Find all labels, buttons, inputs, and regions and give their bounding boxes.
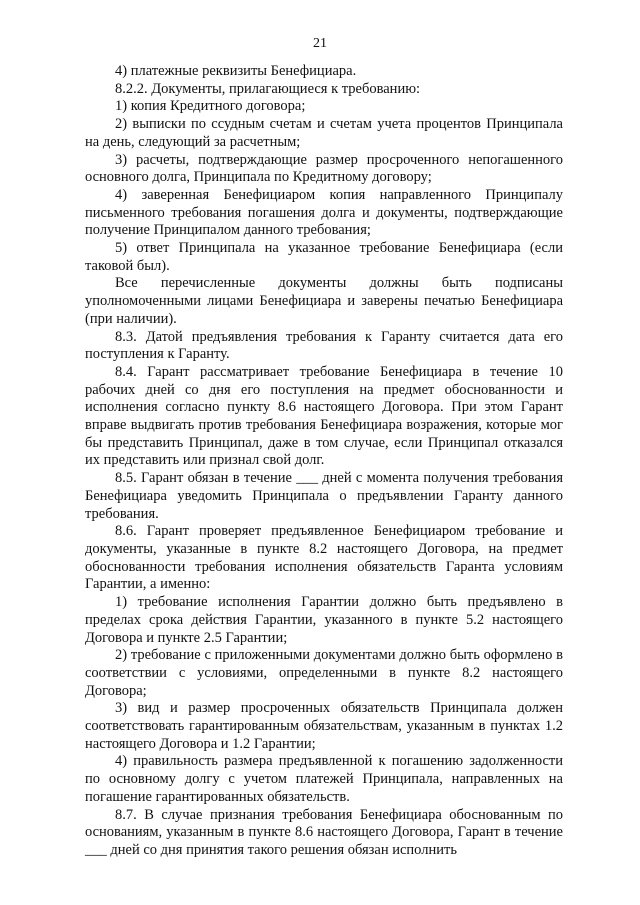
paragraph-demand-copy: 4) заверенная Бенефициаром копия направленного Принципалу письменного требования погашения долга и документы, подтверждающие получение Принципалом данного требования;: [85, 186, 567, 239]
paragraph-debt-calculations: 3) расчеты, подтверждающие размер просроченного непогашенного основного долга, Принципала по Кредитному договору;: [85, 151, 567, 186]
paragraph-principal-response: 5) ответ Принципала на указанное требование Бенефициара (если таковой был).: [85, 240, 567, 274]
paragraph-8-4: 8.4. Гарант рассматривает требование Бенефициара в течение 10 рабочих дней со дня его поступления на предмет обоснованности и исполнения согласно пункту 8.6 настоящего Договора. При этом Гарант вправе выдвигать против требования Бенефициара возражения, которые мог бы представить Принципал, даже в том случае, если Принципал отказался их представить или признал свой долг.: [85, 363, 567, 469]
document-body: [85, 63, 567, 860]
paragraph-beneficiary-details: 4) платежные реквизиты Бенефициара.: [115, 63, 357, 79]
paragraph-8-6-item-1: 1) требование исполнения Гарантии должно быть предъявлено в пределах срока действия Гарантии, указанного в пункте 5.2 настоящего Договора и пункте 2.5 Гарантии;: [85, 594, 567, 646]
paragraph-8-7: 8.7. В случае признания требования Бенефициара обоснованным по основаниям, указанным в пункте 8.6 настоящего Договора, Гарант в течение ___ дней со дня принятия такого решения обязан исполнить: [85, 806, 567, 858]
paragraph-8-6: 8.6. Гарант проверяет предъявленное Бенефициаром требование и документы, указанные в пункте 8.2 настоящего Договора, на предмет обоснованности требования исполнения обязательств Гаранта условиям Гарантии, а именно:: [85, 523, 567, 593]
paragraph-8-6-item-2: 2) требование с приложенными документами должно быть оформлено в соответствии с условиями, определенными в пункте 8.2 настоящего Договора;: [85, 647, 567, 699]
paragraph-8-5: 8.5. Гарант обязан в течение ___ дней с момента получения требования Бенефициара уведомить Принципала о предъявлении Гаранту данного требования.: [85, 470, 567, 522]
page-number: 21: [313, 36, 327, 51]
paragraph-8-2-2-heading: 8.2.2. Документы, прилагающиеся к требованию:: [115, 80, 421, 97]
paragraph-account-statements: 2) выписки по ссудным счетам и счетам учета процентов Принципала на день, следующий за расчетным;: [85, 116, 567, 150]
paragraph-credit-agreement-copy: 1) копия Кредитного договора;: [115, 98, 306, 115]
paragraph-8-6-item-3: 3) вид и размер просроченных обязательств Принципала должен соответствовать гарантированным обязательствам, указанным в пунктах 1.2 настоящего Договора и 1.2 Гарантии;: [85, 700, 567, 752]
paragraph-documents-signed: Все перечисленные документы должны быть подписаны уполномоченными лицами Бенефициара и заверены печатью Бенефициара (при наличии).: [85, 275, 567, 327]
paragraph-8-3: 8.3. Датой предъявления требования к Гаранту считается дата его поступления к Гаранту.: [85, 328, 567, 363]
paragraph-8-6-item-4: 4) правильность размера предъявленной к погашению задолженности по основному долгу с учетом платежей Принципала, направленных на погашение гарантированных обязательств.: [85, 753, 567, 805]
